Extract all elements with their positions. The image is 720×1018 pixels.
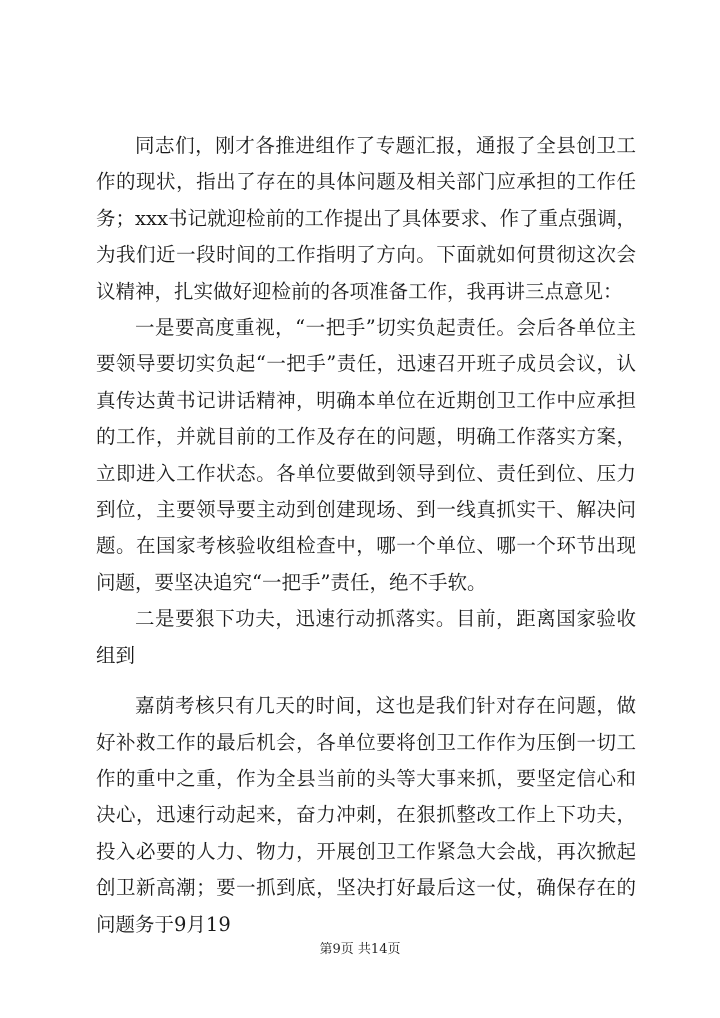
paragraph-opening: 同志们，刚才各推进组作了专题汇报，通报了全县创卫工作的现状，指出了存在的具体问题及相关部门应承担的工作任务；xxx书记就迎检前的工作提出了具体要求、作了重点强调，为我们近一段时间的工作指明了方向。下面就如何贯彻这次会议精神，扎实做好迎检前的各项准备工作，我再讲三点意见： xyxy=(96,134,636,303)
paragraph-point-two-continued: 嘉荫考核只有几天的时间，这也是我们针对存在问题，做好补救工作的最后机会，各单位要将创卫工作作为压倒一切工作的重中之重，作为全县当前的头等大事来抓，要坚定信心和决心，迅速行动起来，奋力冲刺，在狠抓整改工作上下功夫，投入必要的人力、物力，开展创卫工作紧急大会战，再次掀起创卫新高潮；要一抓到底，坚决打好最后这一仗，确保存在的问题务于9月19 xyxy=(96,694,636,936)
paragraph-point-one: 一是要高度重视，“一把手”切实负起责任。会后各单位主要领导要切实负起“一把手”责任，迅速召开班子成员会议，认真传达黄书记讲话精神，明确本单位在近期创卫工作中应承担的工作，并就目前的工作及存在的问题，明确工作落实方案，立即进入工作状态。各单位要做到领导到位、责任到位、压力到位，主要领导要主动到创建现场、到一线真抓实干、解决问题。在国家考核验收组检查中，哪一个单位、哪一个环节出现问题，要坚决追究“一把手”责任，绝不手软。 xyxy=(96,316,636,594)
paragraph-point-two: 二是要狠下功夫，迅速行动抓落实。目前，距离国家验收组到 xyxy=(96,607,636,667)
document-body xyxy=(96,128,636,943)
page-number-footer: 第9页 共14页 xyxy=(319,942,401,957)
